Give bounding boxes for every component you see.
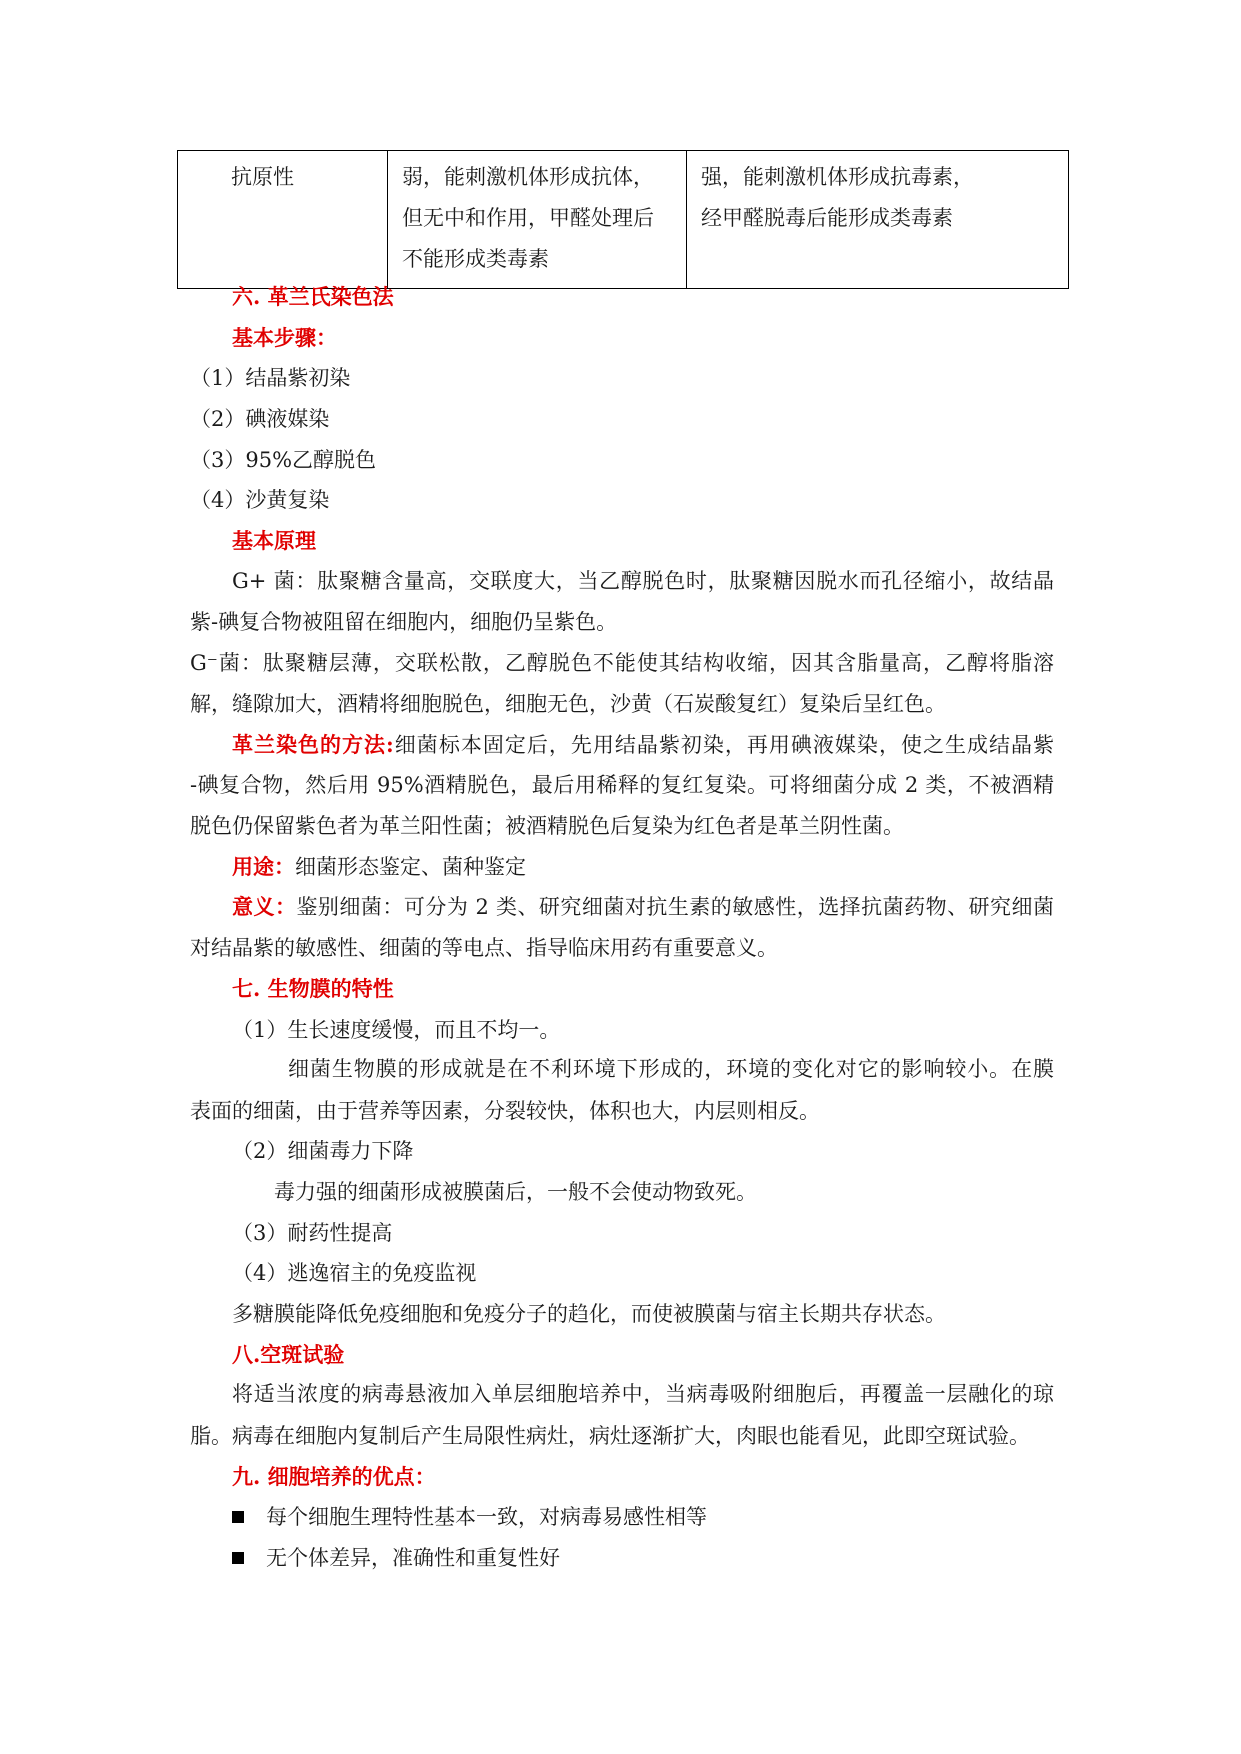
use-label: 用途： bbox=[232, 854, 295, 879]
step-item: （4）沙黄复染 bbox=[190, 488, 330, 512]
meaning-line-2: 对结晶紫的敏感性、细菌的等电点、指导临床用药有重要意义。 bbox=[190, 936, 778, 960]
method-line-2: -碘复合物，然后用 95%酒精脱色，最后用稀释的复红复染。可将细菌分成 2 类，不被酒精 bbox=[190, 773, 1054, 797]
section-8-heading: 八.空斑试验 bbox=[232, 1342, 345, 1367]
biofilm-detail-2: 毒力强的细菌形成被膜菌后，一般不会使动物致死。 bbox=[274, 1180, 757, 1204]
gpos-line-1: G+ 菌：肽聚糖含量高，交联度大，当乙醇脱色时，肽聚糖因脱水而孔径缩小，故结晶 bbox=[232, 569, 1054, 593]
table-cell-col2 bbox=[687, 151, 1069, 289]
table-row-label: 抗原性 bbox=[178, 151, 388, 289]
method-paragraph-line-1 bbox=[232, 724, 1054, 766]
use-line bbox=[232, 853, 526, 881]
biofilm-detail-1-line-2: 表面的细菌，由于营养等因素，分裂较快，体积也大，内层则相反。 bbox=[190, 1099, 820, 1123]
biofilm-point-2: （2）细菌毒力下降 bbox=[232, 1139, 414, 1163]
cell-line: 但无中和作用，甲醛处理后 bbox=[402, 206, 654, 230]
plaque-line-2: 脂。病毒在细胞内复制后产生局限性病灶，病灶逐渐扩大，肉眼也能看见，此即空斑试验。 bbox=[190, 1424, 1030, 1448]
plaque-line-1: 将适当浓度的病毒悬液加入单层细胞培养中，当病毒吸附细胞后，再覆盖一层融化的琼 bbox=[232, 1382, 1054, 1406]
gneg-line-1: G⁻菌：肽聚糖层薄，交联松散，乙醇脱色不能使其结构收缩，因其含脂量高，乙醇将脂溶 bbox=[190, 651, 1054, 675]
section-6-heading: 六. 革兰氏染色法 bbox=[232, 284, 394, 309]
method-text: 细菌标本固定后，先用结晶紫初染，再用碘液媒染，使之生成结晶紫 bbox=[393, 733, 1054, 757]
biofilm-point-1: （1）生长速度缓慢，而且不均一。 bbox=[232, 1018, 561, 1042]
table-row bbox=[178, 151, 1069, 289]
principle-title: 基本原理 bbox=[232, 528, 316, 553]
advantage-item bbox=[232, 1544, 560, 1572]
comparison-table bbox=[177, 150, 1069, 289]
cell-line: 不能形成类毒素 bbox=[402, 247, 549, 271]
gneg-line-2: 解，缝隙加大，酒精将细胞脱色，细胞无色，沙黄（石炭酸复红）复染后呈红色。 bbox=[190, 692, 946, 716]
method-line-3: 脱色仍保留紫色者为革兰阳性菌；被酒精脱色后复染为红色者是革兰阴性菌。 bbox=[190, 814, 904, 838]
section-9-heading: 九. 细胞培养的优点： bbox=[232, 1464, 436, 1489]
section-7-heading: 七. 生物膜的特性 bbox=[232, 976, 394, 1001]
cell-line: 强，能刺激机体形成抗毒素， bbox=[701, 165, 974, 189]
gpos-line-2: 紫-碘复合物被阻留在细胞内，细胞仍呈紫色。 bbox=[190, 610, 618, 634]
advantage-text: 无个体差异，准确性和重复性好 bbox=[266, 1546, 560, 1570]
meaning-label: 意义： bbox=[232, 894, 297, 919]
biofilm-detail-1-line-1: 细菌生物膜的形成就是在不利环境下形成的，环境的变化对它的影响较小。在膜 bbox=[288, 1057, 1054, 1081]
square-bullet-icon bbox=[232, 1552, 244, 1564]
method-label: 革兰染色的方法: bbox=[232, 732, 394, 757]
table-cell-col1 bbox=[388, 151, 687, 289]
biofilm-point-3: （3）耐药性提高 bbox=[232, 1221, 393, 1245]
cell-line: 弱，能刺激机体形成抗体， bbox=[402, 165, 654, 189]
step-item: （3）95%乙醇脱色 bbox=[190, 448, 377, 472]
biofilm-point-4: （4）逃逸宿主的免疫监视 bbox=[232, 1261, 477, 1285]
advantage-item bbox=[232, 1503, 707, 1531]
biofilm-detail-4: 多糖膜能降低免疫细胞和免疫分子的趋化，而使被膜菌与宿主长期共存状态。 bbox=[232, 1302, 946, 1326]
advantage-text: 每个细胞生理特性基本一致，对病毒易感性相等 bbox=[266, 1505, 707, 1529]
meaning-text: 鉴别细菌：可分为 2 类、研究细菌对抗生素的敏感性，选择抗菌药物、研究细菌 bbox=[296, 895, 1054, 919]
cell-line: 经甲醛脱毒后能形成类毒素 bbox=[701, 206, 953, 230]
use-text: 细菌形态鉴定、菌种鉴定 bbox=[295, 855, 526, 879]
step-item: （2）碘液媒染 bbox=[190, 407, 330, 431]
steps-title: 基本步骤： bbox=[232, 325, 337, 350]
meaning-line-1 bbox=[232, 886, 1054, 928]
square-bullet-icon bbox=[232, 1511, 244, 1523]
step-item: （1）结晶紫初染 bbox=[190, 366, 351, 390]
